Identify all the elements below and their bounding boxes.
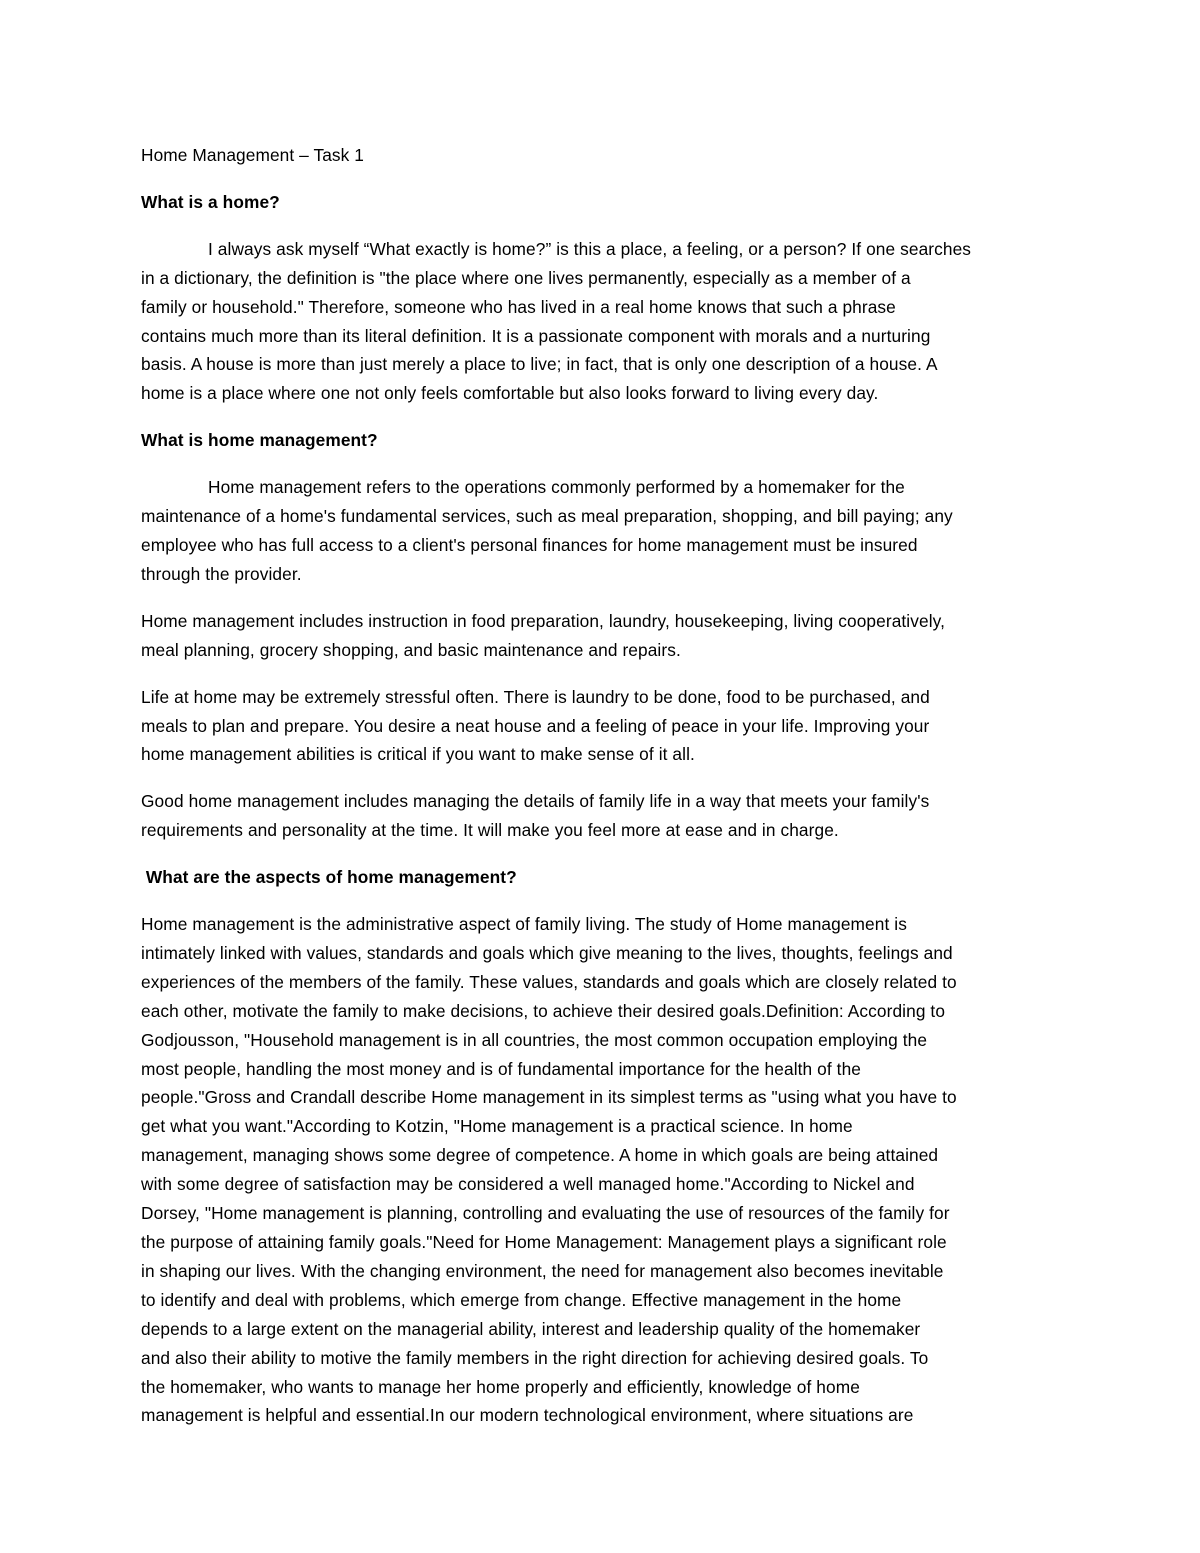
paragraph-line: depends to a large extent on the managerial ability, interest and leadership quality of the homemaker (141, 1318, 921, 1339)
paragraph-line: management, managing shows some degree of competence. A home in which goals are being attained (141, 1145, 939, 1166)
paragraph (141, 607, 1066, 665)
paragraph-line: most people, handling the most money and is of fundamental importance for the health of the (141, 1058, 861, 1079)
paragraph-line: through the provider. (141, 563, 302, 584)
paragraph-line: basis. A house is more than just merely a place to live; in fact, that is only one description of a house. A (141, 354, 938, 375)
paragraph-line: Good home management includes managing the details of family life in a way that meets your family's (141, 791, 930, 812)
paragraph-line: each other, motivate the family to make decisions, to achieve their desired goals.Definition: According to (141, 1000, 946, 1021)
paragraph-line: meal planning, grocery shopping, and basic maintenance and repairs. (141, 639, 681, 660)
paragraph-line: Home management refers to the operations commonly performed by a homemaker for the (208, 477, 905, 498)
paragraph-line: Home management includes instruction in food preparation, laundry, housekeeping, living cooperatively, (141, 610, 945, 631)
paragraph-line: Dorsey, "Home management is planning, controlling and evaluating the use of resources of the family for (141, 1203, 950, 1224)
paragraph (141, 787, 1066, 845)
paragraph-line: requirements and personality at the time. It will make you feel more at ease and in charge. (141, 820, 839, 841)
paragraph-line: Godjousson, "Household management is in all countries, the most common occupation employing the (141, 1029, 928, 1050)
paragraph-line: with some degree of satisfaction may be considered a well managed home."According to Nickel and (141, 1174, 915, 1195)
section-heading: What is home management? (141, 430, 378, 451)
paragraph-line: Life at home may be extremely stressful often. There is laundry to be done, food to be purchased, and (141, 686, 930, 707)
paragraph-line: get what you want."According to Kotzin, "Home management is a practical science. In home (141, 1116, 853, 1137)
paragraph-line: experiences of the members of the family. These values, standards and goals which are closely related to (141, 971, 957, 992)
paragraph-line: in shaping our lives. With the changing environment, the need for management also becomes inevitable (141, 1260, 944, 1281)
paragraph-line: employee who has full access to a client's personal finances for home management must be insured (141, 534, 918, 555)
paragraph-line: I always ask myself “What exactly is home?” is this a place, a feeling, or a person? If one searches (208, 238, 972, 259)
paragraph-line: the homemaker, who wants to manage her home properly and efficiently, knowledge of home (141, 1376, 860, 1397)
document-title: Home Management – Task 1 (141, 145, 365, 165)
paragraph-line: and also their ability to motive the family members in the right direction for achieving desired goals. To (141, 1347, 929, 1368)
paragraph-line: people."Gross and Crandall describe Home management in its simplest terms as "using what you have to (141, 1087, 957, 1108)
paragraph-line: home is a place where one not only feels comfortable but also looks forward to living every day. (141, 383, 879, 404)
section-heading: What is a home? (141, 191, 280, 212)
paragraph-line: meals to plan and prepare. You desire a neat house and a feeling of peace in your life. Improving your (141, 715, 930, 736)
paragraph-line: maintenance of a home's fundamental services, such as meal preparation, shopping, and bill paying; any (141, 506, 953, 527)
paragraph (141, 910, 1066, 1430)
paragraph-line: Home management is the administrative aspect of family living. The study of Home management is (141, 914, 907, 935)
paragraph-line: in a dictionary, the definition is "the place where one lives permanently, especially as a member of a (141, 267, 911, 288)
paragraph-line: home management abilities is critical if you want to make sense of it all. (141, 744, 695, 765)
paragraph-line: contains much more than its literal definition. It is a passionate component with morals and a nurturing (141, 325, 931, 346)
paragraph-line: the purpose of attaining family goals."Need for Home Management: Management plays a significant role (141, 1232, 947, 1252)
paragraph-line: management is helpful and essential.In our modern technological environment, where situations are (141, 1405, 914, 1426)
document-body (141, 141, 1066, 1448)
section-heading: What are the aspects of home management? (141, 867, 517, 888)
paragraph-line: family or household." Therefore, someone who has lived in a real home knows that such a phrase (141, 296, 896, 317)
paragraph-line: intimately linked with values, standards and goals which give meaning to the lives, thoughts, feelings and (141, 942, 953, 963)
paragraph (141, 683, 1066, 770)
paragraph (141, 473, 1066, 589)
paragraph (141, 235, 1066, 408)
paragraph-line: to identify and deal with problems, which emerge from change. Effective management in the home (141, 1289, 902, 1310)
